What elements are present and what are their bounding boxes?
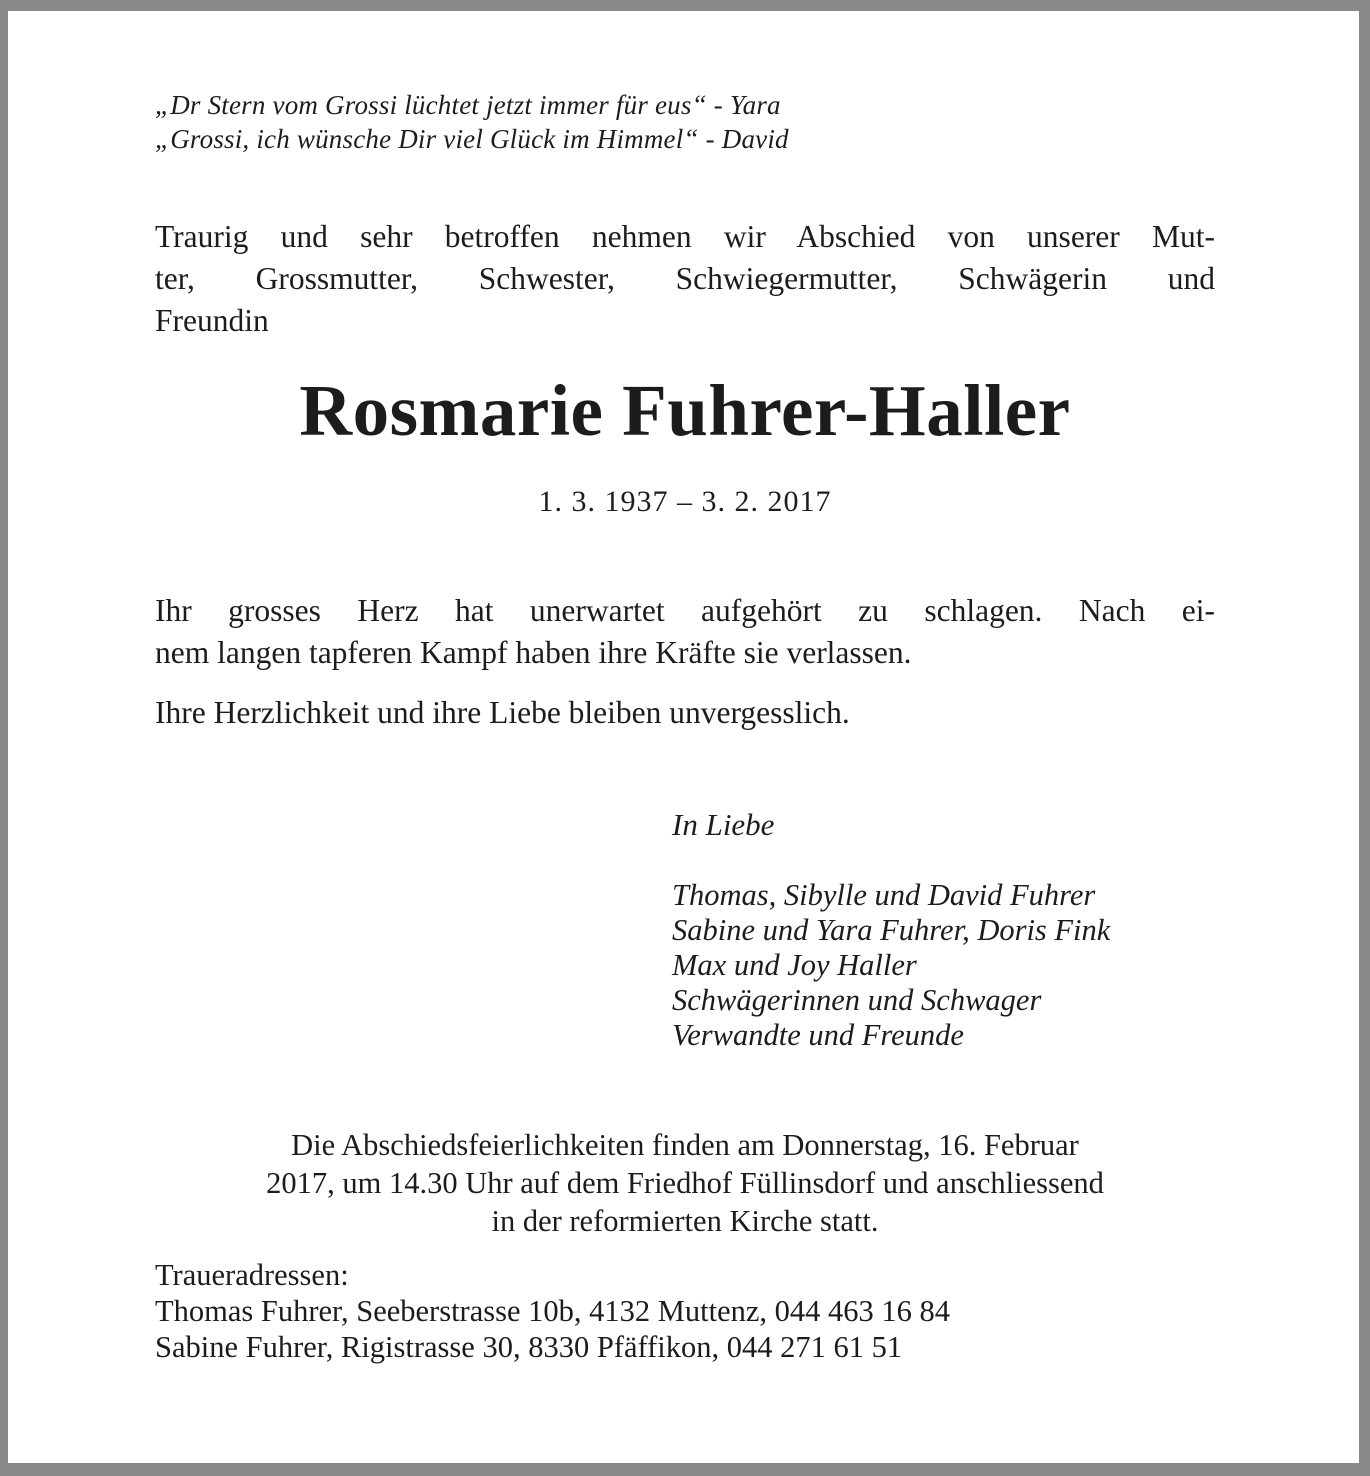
- body-line: nem langen tapferen Kampf haben ihre Kräfte sie verlassen.: [155, 635, 912, 670]
- intro-paragraph: [155, 216, 1215, 342]
- ceremony-line: 2017, um 14.30 Uhr auf dem Friedhof Füllinsdorf und anschliessend: [266, 1166, 1104, 1200]
- memorial-quotes: [155, 88, 1215, 156]
- intro-line: Freundin: [155, 303, 269, 338]
- mourner-line: Verwandte und Freunde: [672, 1018, 964, 1052]
- ceremony-line: in der reformierten Kirche statt.: [491, 1204, 879, 1238]
- body-line: Ihr grosses Herz hat unerwartet aufgehört zu schlagen. Nach ei-: [155, 593, 1215, 628]
- ceremony-info: [155, 1126, 1215, 1240]
- addresses-title: Traueradressen:: [155, 1258, 349, 1292]
- mourner-line: Schwägerinnen und Schwager: [672, 983, 1042, 1017]
- mourner-line: Thomas, Sibylle und David Fuhrer: [672, 878, 1096, 912]
- intro-line: Traurig und sehr betroffen nehmen wir Abschied von unserer Mut-: [155, 219, 1215, 254]
- deceased-name: Rosmarie Fuhrer-Haller: [299, 370, 1071, 451]
- body-paragraph-1: [155, 590, 1215, 674]
- body-paragraph-2: Ihre Herzlichkeit und ihre Liebe bleiben unvergesslich.: [155, 695, 850, 730]
- mourner-line: Max und Joy Haller: [672, 948, 917, 982]
- mourners-list: [672, 878, 1215, 1053]
- obituary-content: [155, 0, 1215, 1476]
- mourning-addresses: [155, 1257, 1215, 1365]
- address-line: Thomas Fuhrer, Seeberstrasse 10b, 4132 Muttenz, 044 463 16 84: [155, 1294, 951, 1328]
- closing-salutation: In Liebe: [672, 807, 775, 842]
- mourner-line: Sabine und Yara Fuhrer, Doris Fink: [672, 913, 1111, 947]
- life-dates: 1. 3. 1937 – 3. 2. 2017: [538, 485, 832, 518]
- address-line: Sabine Fuhrer, Rigistrasse 30, 8330 Pfäffikon, 044 271 61 51: [155, 1330, 903, 1364]
- intro-line: ter, Grossmutter, Schwester, Schwiegermutter, Schwägerin und: [155, 261, 1215, 296]
- ceremony-line: Die Abschiedsfeierlichkeiten finden am Donnerstag, 16. Februar: [291, 1128, 1079, 1162]
- quote-line-david: „Grossi, ich wünsche Dir viel Glück im Himmel“ - David: [155, 124, 789, 154]
- quote-line-yara: „Dr Stern vom Grossi lüchtet jetzt immer für eus“ - Yara: [155, 90, 781, 120]
